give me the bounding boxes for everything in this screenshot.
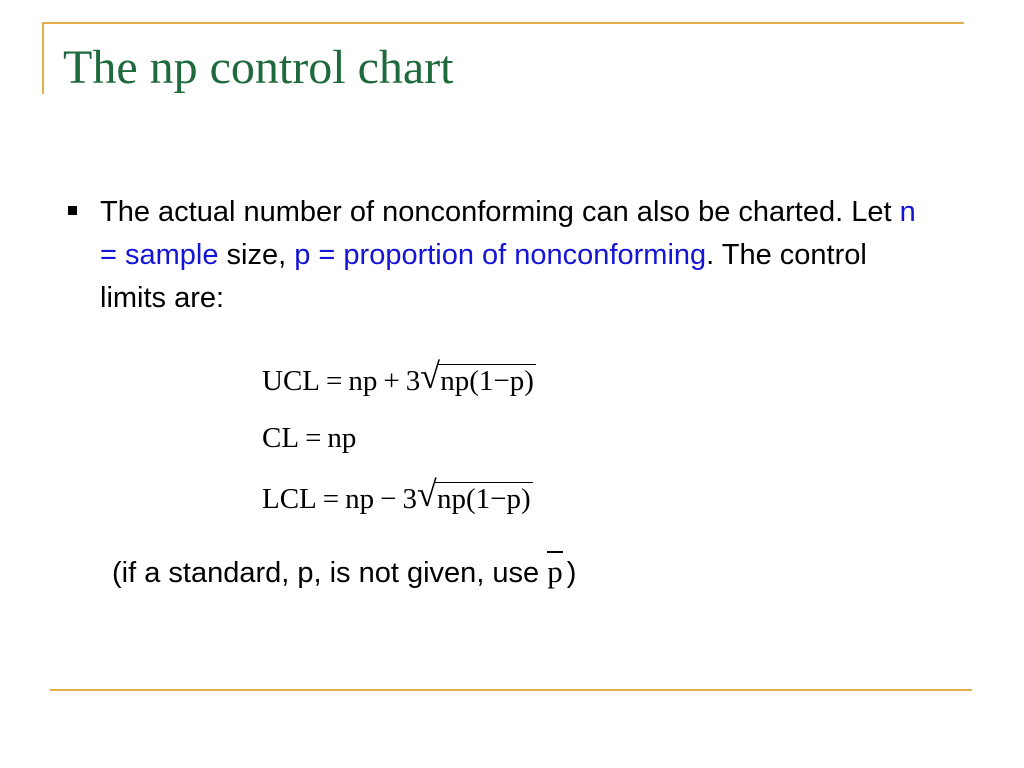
cl-lhs: CL xyxy=(262,422,300,454)
bullet-text-part1: The actual number of nonconforming can also be charted. Let xyxy=(100,196,900,228)
cl-equals: = xyxy=(305,422,322,454)
ucl-equals: = xyxy=(326,365,343,397)
lcl-coef: 3 xyxy=(402,483,417,515)
frame-left-line xyxy=(42,22,44,94)
cl-equation xyxy=(262,424,356,453)
sqrt-icon: √ xyxy=(417,474,437,514)
frame-bottom-line xyxy=(50,689,972,691)
bullet-text-part3: . The control limits are: xyxy=(100,239,867,314)
lcl-radicand: np(1−p) xyxy=(437,483,531,515)
lcl-operator: − xyxy=(380,483,397,515)
standard-note xyxy=(112,549,576,591)
ucl-lhs: UCL xyxy=(262,365,320,397)
ucl-equation xyxy=(262,356,536,397)
ucl-term1: np xyxy=(348,365,378,397)
ucl-coef: 3 xyxy=(405,365,421,397)
frame-top-line xyxy=(42,22,964,24)
lcl-sqrt xyxy=(417,474,533,515)
p-definition: p = proportion of nonconforming xyxy=(294,239,707,271)
ucl-sqrt xyxy=(420,356,536,397)
bullet-text-part2: size, xyxy=(218,239,295,271)
bullet-text xyxy=(100,191,920,320)
n-definition: n = sample xyxy=(100,196,916,271)
lcl-lhs: LCL xyxy=(262,483,317,515)
bullet-square-icon xyxy=(68,206,77,215)
cl-rhs: np xyxy=(327,422,357,454)
ucl-operator: + xyxy=(383,365,400,397)
lcl-equation xyxy=(262,474,533,515)
p-bar-letter: p xyxy=(547,554,563,589)
sqrt-icon: √ xyxy=(420,356,440,396)
overline-bar xyxy=(547,551,563,553)
ucl-radicand: np(1−p) xyxy=(440,365,534,397)
p-bar-symbol xyxy=(547,549,563,590)
note-prefix: (if a standard, p, is not given, use xyxy=(112,557,540,589)
note-suffix: ) xyxy=(566,557,577,589)
lcl-equals: = xyxy=(322,483,340,515)
slide-title: The np control chart xyxy=(63,41,454,94)
lcl-term1: np xyxy=(345,483,375,515)
